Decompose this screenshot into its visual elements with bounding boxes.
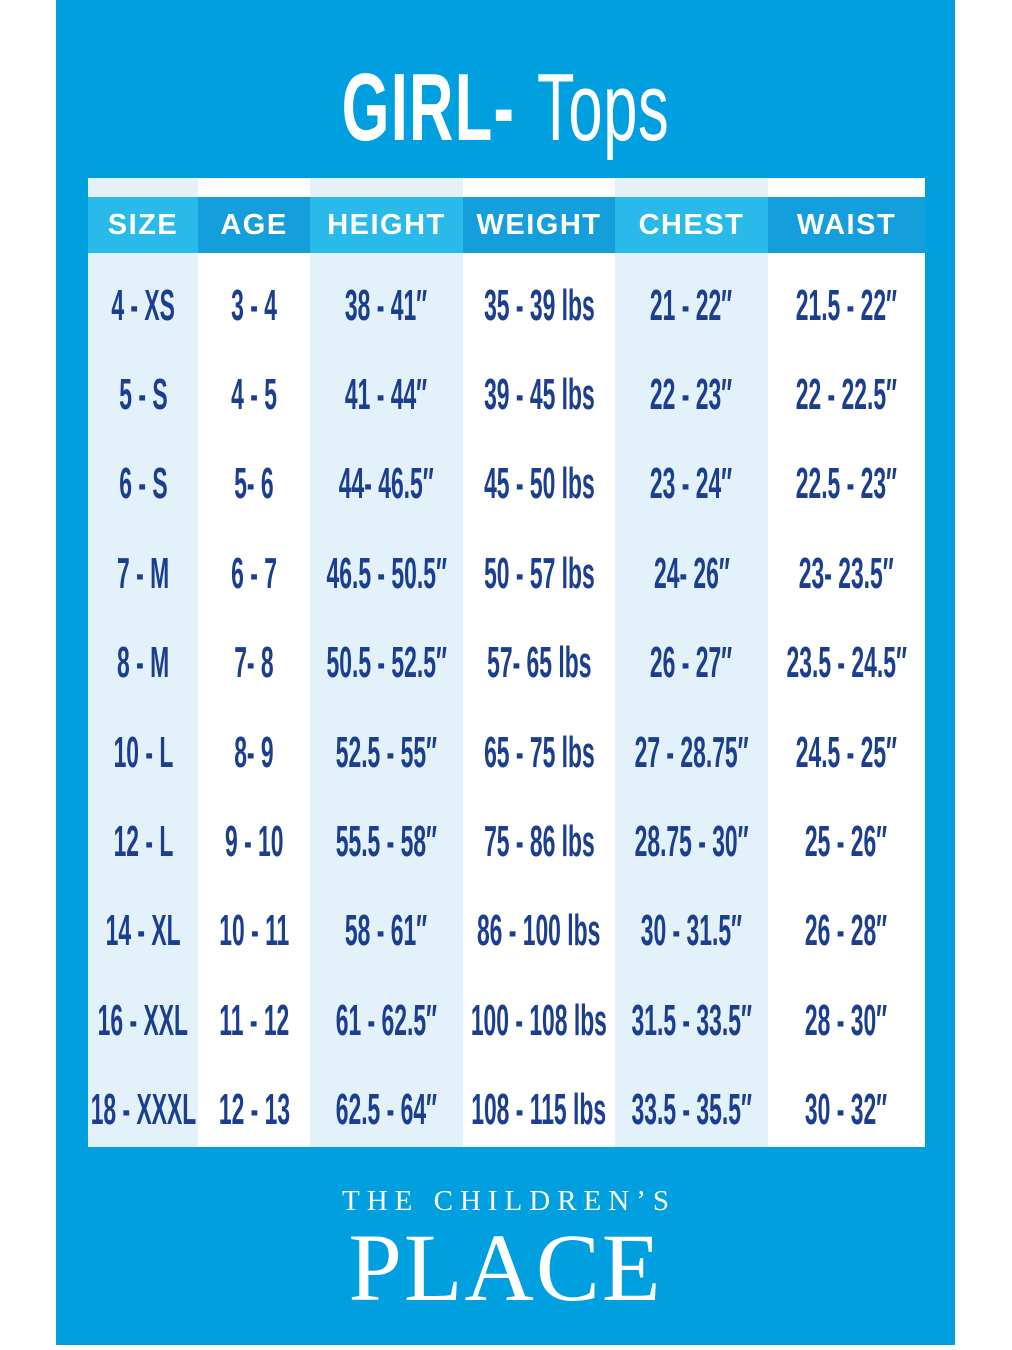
top-stripe-height (310, 178, 463, 197)
top-stripe-weight (463, 178, 615, 197)
size-table (88, 178, 925, 1147)
table-row-8-size-value: 14 - XL (105, 906, 181, 956)
table-row-5-waist-value: 23.5 - 24.5″ (786, 638, 907, 688)
table-row-3-age-cell (198, 432, 310, 521)
table-row-8-height-value: 58 - 61″ (345, 906, 428, 956)
table-row-9-waist-cell (768, 968, 925, 1057)
table-row-5-weight-value: 57- 65 lbs (486, 638, 592, 688)
table-row-7-waist-cell (768, 789, 925, 878)
table-row-2-weight-cell (463, 342, 615, 431)
table-row-2-chest-value: 22 - 23″ (650, 370, 733, 420)
table-row-1-weight-cell (463, 253, 615, 342)
table-row-9-weight-value: 100 - 108 lbs (470, 995, 608, 1045)
table-row-10-size-cell (88, 1058, 198, 1147)
table-row-8-waist-cell (768, 879, 925, 968)
table-row-2-age-value: 4 - 5 (231, 370, 277, 420)
brand-logo (56, 1184, 955, 1321)
table-row-7-age-value: 9 - 10 (224, 817, 284, 867)
table-row-9-chest-value: 31.5 - 33.5″ (631, 995, 752, 1045)
table-row-4-age-cell (198, 521, 310, 610)
table-row-10-age-value: 12 - 13 (218, 1085, 290, 1135)
table-row-10-weight-value: 108 - 115 lbs (471, 1085, 607, 1135)
table-row-6-age-cell (198, 700, 310, 789)
table-row-5-chest-cell (615, 611, 768, 700)
table-row-9-waist-value: 28 - 30″ (805, 995, 888, 1045)
table-row-6-waist-cell (768, 700, 925, 789)
table-row-6-chest-value: 27 - 28.75″ (634, 727, 749, 777)
table-row-10-weight-cell (463, 1058, 615, 1147)
table-row-6-weight-value: 65 - 75 lbs (483, 727, 595, 777)
table-row-10-chest-cell (615, 1058, 768, 1147)
table-row-7-waist-value: 25 - 26″ (805, 817, 888, 867)
table-row-6-height-value: 52.5 - 55″ (335, 727, 438, 777)
table-row-1-age-cell (198, 253, 310, 342)
table-row-1-weight-value: 35 - 39 lbs (483, 280, 595, 330)
table-row-4-waist-cell (768, 521, 925, 610)
table-row-8-weight-cell (463, 879, 615, 968)
table-row-5-weight-cell (463, 611, 615, 700)
table-row-7-height-value: 55.5 - 58″ (335, 817, 438, 867)
table-row-3-size-value: 6 - S (118, 459, 168, 509)
table-row-2-waist-cell (768, 342, 925, 431)
table-row-9-height-value: 61 - 62.5″ (335, 995, 438, 1045)
table-row-6-chest-cell (615, 700, 768, 789)
table-row-4-waist-value: 23- 23.5″ (799, 548, 894, 598)
table-row-10-size-value: 18 - XXXL (90, 1085, 196, 1135)
top-stripe-size (88, 178, 198, 197)
table-row-6-size-value: 10 - L (113, 727, 173, 777)
table-row-3-chest-cell (615, 432, 768, 521)
column-header-age (198, 197, 310, 253)
table-row-1-chest-cell (615, 253, 768, 342)
table-row-1-height-cell (310, 253, 463, 342)
column-header-label-chest: CHEST (638, 208, 745, 241)
table-row-3-waist-cell (768, 432, 925, 521)
table-row-5-height-cell (310, 611, 463, 700)
table-row-5-height-value: 50.5 - 52.5″ (326, 638, 447, 688)
table-row-4-weight-value: 50 - 57 lbs (483, 548, 595, 598)
table-row-2-height-value: 41 - 44″ (345, 370, 428, 420)
brand-logo-line-place: PLACE (348, 1214, 663, 1321)
title-girl-segment: GIRL- (341, 54, 516, 161)
table-row-1-waist-cell (768, 253, 925, 342)
table-row-7-chest-cell (615, 789, 768, 878)
table-row-8-age-cell (198, 879, 310, 968)
table-row-4-age-value: 6 - 7 (231, 548, 277, 598)
table-row-4-weight-cell (463, 521, 615, 610)
table-row-9-age-cell (198, 968, 310, 1057)
table-row-10-age-cell (198, 1058, 310, 1147)
table-row-1-chest-value: 21 - 22″ (650, 280, 733, 330)
table-row-5-age-value: 7- 8 (234, 638, 274, 688)
table-row-10-waist-value: 30 - 32″ (805, 1085, 888, 1135)
table-row-7-chest-value: 28.75 - 30″ (634, 817, 749, 867)
column-header-weight (463, 197, 615, 253)
table-row-3-height-cell (310, 432, 463, 521)
table-row-2-chest-cell (615, 342, 768, 431)
table-row-3-waist-value: 22.5 - 23″ (795, 459, 898, 509)
title-tops-segment: Tops (537, 54, 670, 161)
page-title (218, 54, 793, 161)
table-row-7-weight-cell (463, 789, 615, 878)
table-row-3-chest-value: 23 - 24″ (650, 459, 733, 509)
table-row-9-weight-cell (463, 968, 615, 1057)
table-row-1-height-value: 38 - 41″ (345, 280, 428, 330)
table-row-8-age-value: 10 - 11 (219, 906, 289, 956)
table-row-7-size-cell (88, 789, 198, 878)
column-header-label-size: SIZE (107, 208, 179, 241)
brand-logo-line-the-childrens: THE CHILDREN’S (341, 1185, 676, 1217)
table-row-9-size-cell (88, 968, 198, 1057)
table-row-3-size-cell (88, 432, 198, 521)
table-row-2-size-value: 5 - S (118, 370, 168, 420)
table-row-5-chest-value: 26 - 27″ (650, 638, 733, 688)
top-stripe-chest (615, 178, 768, 197)
table-row-8-height-cell (310, 879, 463, 968)
table-row-6-age-value: 8- 9 (234, 727, 274, 777)
table-row-8-waist-value: 26 - 28″ (805, 906, 888, 956)
table-row-2-weight-value: 39 - 45 lbs (483, 370, 595, 420)
table-row-10-height-cell (310, 1058, 463, 1147)
table-row-3-height-value: 44- 46.5″ (339, 459, 434, 509)
table-row-9-chest-cell (615, 968, 768, 1057)
table-row-1-size-value: 4 - XS (111, 280, 175, 330)
table-row-4-size-value: 7 - M (116, 548, 170, 598)
table-row-4-height-value: 46.5 - 50.5″ (326, 548, 447, 598)
table-row-4-height-cell (310, 521, 463, 610)
table-row-9-age-value: 11 - 12 (219, 995, 289, 1045)
table-row-1-age-value: 3 - 4 (231, 280, 277, 330)
column-header-waist (768, 197, 925, 253)
table-row-4-chest-cell (615, 521, 768, 610)
table-row-5-waist-cell (768, 611, 925, 700)
table-row-10-chest-value: 33.5 - 35.5″ (631, 1085, 752, 1135)
table-row-5-size-cell (88, 611, 198, 700)
table-row-3-weight-cell (463, 432, 615, 521)
table-row-2-size-cell (88, 342, 198, 431)
table-row-8-chest-value: 30 - 31.5″ (640, 906, 743, 956)
table-row-10-height-value: 62.5 - 64″ (335, 1085, 438, 1135)
top-stripe-age (198, 178, 310, 197)
top-stripe-waist (768, 178, 925, 197)
table-row-10-waist-cell (768, 1058, 925, 1147)
table-row-1-waist-value: 21.5 - 22″ (795, 280, 898, 330)
table-row-9-size-value: 16 - XXL (97, 995, 189, 1045)
table-row-5-size-value: 8 - M (116, 638, 170, 688)
column-header-size (88, 197, 198, 253)
table-row-5-age-cell (198, 611, 310, 700)
table-row-4-chest-value: 24- 26″ (653, 548, 730, 598)
table-row-8-size-cell (88, 879, 198, 968)
size-chart-card (56, 0, 955, 1345)
table-row-7-weight-value: 75 - 86 lbs (483, 817, 595, 867)
column-header-chest (615, 197, 768, 253)
table-row-2-waist-value: 22 - 22.5″ (795, 370, 898, 420)
table-row-8-weight-value: 86 - 100 lbs (477, 906, 601, 956)
table-row-9-height-cell (310, 968, 463, 1057)
column-header-label-waist: WAIST (796, 208, 897, 241)
table-row-2-height-cell (310, 342, 463, 431)
table-row-3-age-value: 5- 6 (234, 459, 274, 509)
table-row-7-height-cell (310, 789, 463, 878)
table-row-3-weight-value: 45 - 50 lbs (483, 459, 595, 509)
table-row-8-chest-cell (615, 879, 768, 968)
column-header-label-weight: WEIGHT (476, 208, 602, 241)
column-header-label-age: AGE (220, 208, 288, 241)
table-row-6-waist-value: 24.5 - 25″ (795, 727, 898, 777)
table-row-7-size-value: 12 - L (113, 817, 173, 867)
table-row-4-size-cell (88, 521, 198, 610)
table-row-6-height-cell (310, 700, 463, 789)
table-row-7-age-cell (198, 789, 310, 878)
column-header-height (310, 197, 463, 253)
table-row-1-size-cell (88, 253, 198, 342)
table-row-2-age-cell (198, 342, 310, 431)
table-row-6-size-cell (88, 700, 198, 789)
table-row-6-weight-cell (463, 700, 615, 789)
column-header-label-height: HEIGHT (327, 208, 446, 241)
